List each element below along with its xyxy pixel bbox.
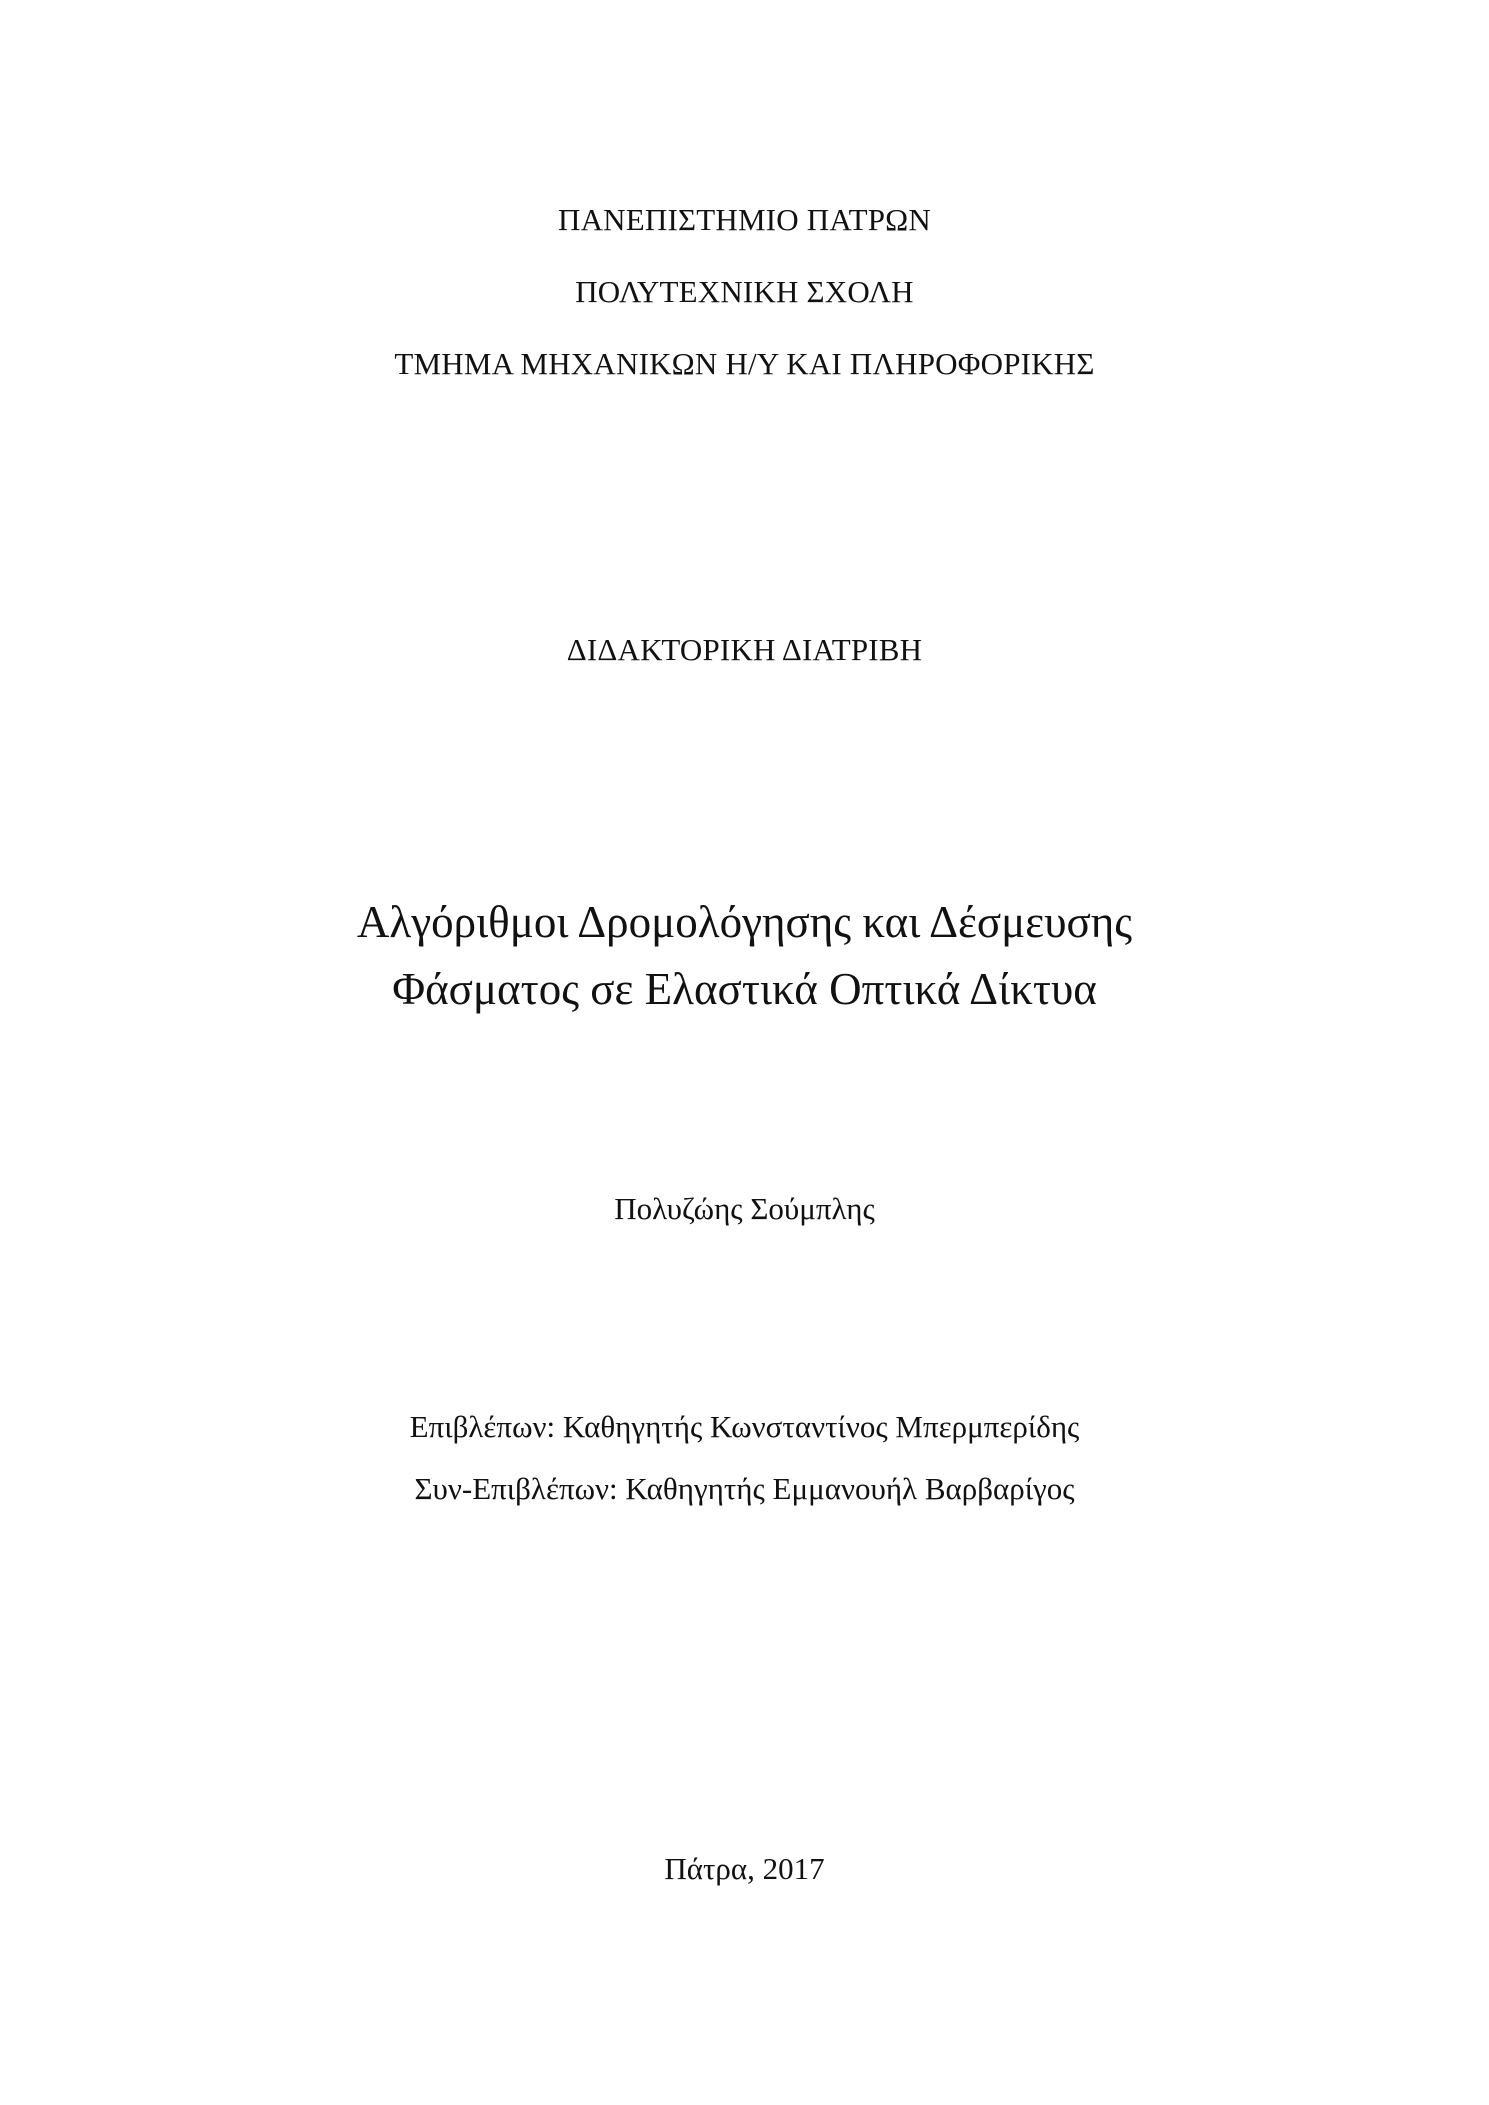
supervisor-line: Επιβλέπων: Καθηγητής Κωνσταντίνος Μπερμπερίδης — [409, 1409, 1080, 1444]
co-supervisor-line: Συν-Επιβλέπων: Καθηγητής Εμμανουήλ Βαρβαρίγος — [414, 1471, 1075, 1506]
department-name: ΤΜΗΜΑ ΜΗΧΑΝΙΚΩΝ Η/Υ ΚΑΙ ΠΛΗΡΟΦΟΡΙΚΗΣ — [394, 346, 1095, 381]
document-type: ΔΙΔΑΚΤΟΡΙΚΗ ΔΙΑΤΡΙΒΗ — [566, 632, 923, 667]
author-name: Πολυζώης Σούμπλης — [614, 1191, 875, 1226]
thesis-title-line-1: Αλγόριθμοι Δρομολόγησης και Δέσμευσης — [356, 897, 1133, 947]
thesis-title-line-2: Φάσματος σε Ελαστικά Οπτικά Δίκτυα — [392, 964, 1097, 1014]
place-and-date: Πάτρα, 2017 — [664, 1851, 825, 1886]
university-name: ΠΑΝΕΠΙΣΤΗΜΙΟ ΠΑΤΡΩΝ — [558, 202, 931, 237]
school-name: ΠΟΛΥΤΕΧΝΙΚΗ ΣΧΟΛΗ — [575, 274, 914, 309]
